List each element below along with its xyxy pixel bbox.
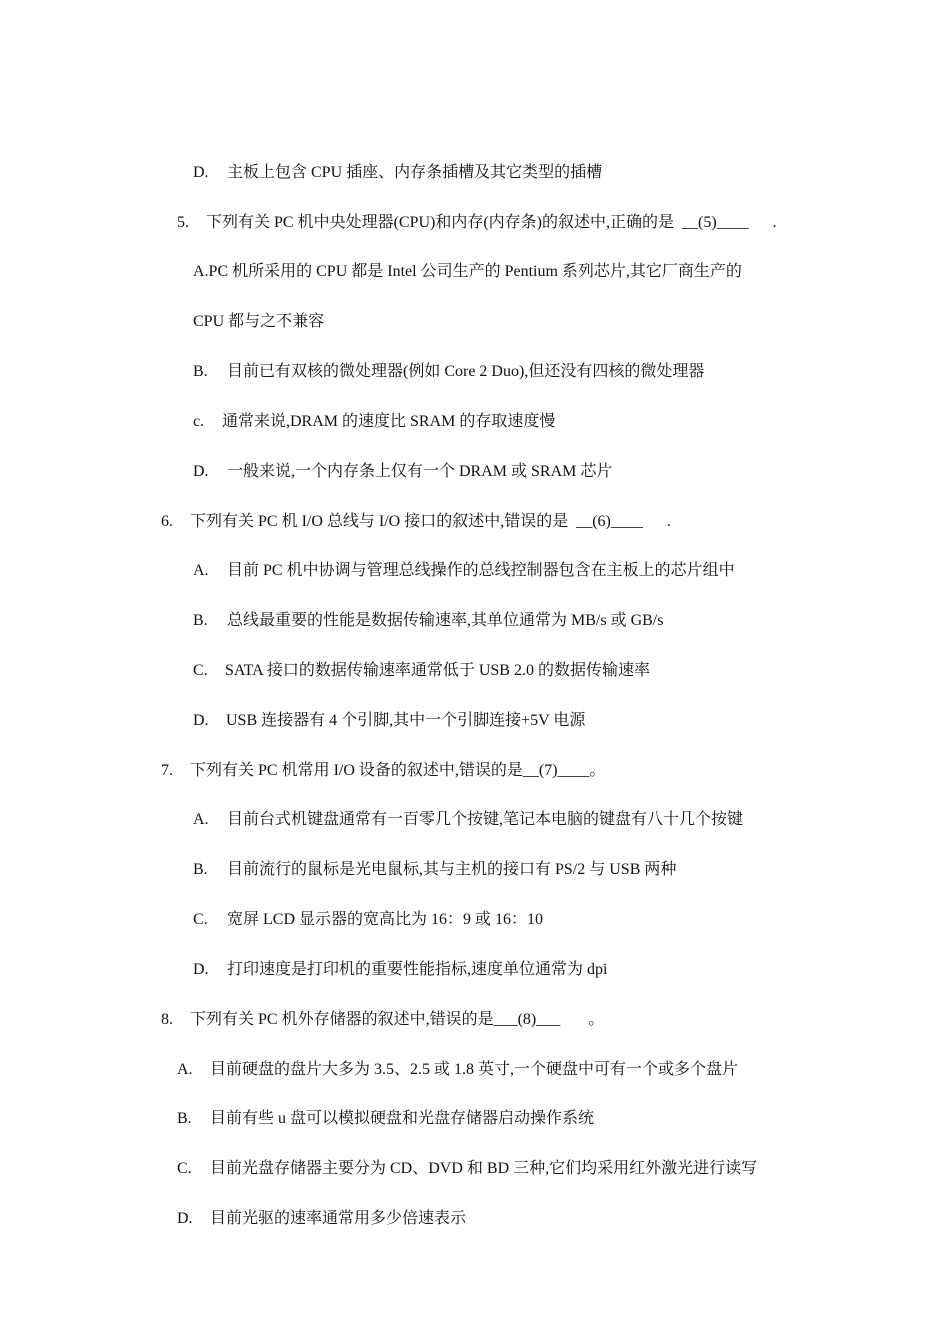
option-text: 目前光驱的速率通常用多少倍速表示 xyxy=(210,1210,467,1227)
option-label: C. xyxy=(177,1160,192,1177)
option-label: D. xyxy=(193,712,209,729)
option-text: 宽屏 LCD 显示器的宽高比为 16：9 或 16：10 xyxy=(227,911,544,928)
option-label: D. xyxy=(193,463,209,480)
option-label: C. xyxy=(193,662,208,679)
option-text: 总线最重要的性能是数据传输速率,其单位通常为 MB/s 或 GB/s xyxy=(227,612,664,629)
option-label: c. xyxy=(193,413,205,430)
question-text: 下列有关 PC 机 I/O 总线与 I/O 接口的叙述中,错误的是 __(6)____ . xyxy=(190,513,671,530)
option-label: B. xyxy=(193,861,208,878)
option-label: A. xyxy=(177,1061,193,1078)
option-label: D. xyxy=(177,1210,193,1227)
option-line xyxy=(161,1189,466,1249)
option-text: 打印速度是打印机的重要性能指标,速度单位通常为 dpi xyxy=(227,961,608,978)
option-text: 目前有些 u 盘可以模拟硬盘和光盘存储器启动操作系统 xyxy=(210,1110,595,1127)
question-text: 下列有关 PC 机常用 I/O 设备的叙述中,错误的是__(7)____。 xyxy=(190,762,606,779)
option-text: 目前 PC 机中协调与管理总线操作的总线控制器包含在主板上的芯片组中 xyxy=(227,562,735,579)
option-text: CPU 都与之不兼容 xyxy=(193,313,325,330)
option-text: 目前台式机键盘通常有一百零几个按键,笔记本电脑的键盘有八十几个按键 xyxy=(227,811,744,828)
question-text: 下列有关 PC 机中央处理器(CPU)和内存(内存条)的叙述中,正确的是 __(5)____ . xyxy=(206,214,777,231)
option-label: B. xyxy=(193,363,208,380)
question-number: 8. xyxy=(161,1011,173,1028)
option-label: D. xyxy=(193,961,209,978)
option-text: 目前光盘存储器主要分为 CD、DVD 和 BD 三种,它们均采用红外激光进行读写 xyxy=(210,1160,758,1177)
option-text: USB 连接器有 4 个引脚,其中一个引脚连接+5V 电源 xyxy=(226,712,586,729)
option-text: A.PC 机所采用的 CPU 都是 Intel 公司生产的 Pentium 系列芯片,其它厂商生产的 xyxy=(193,263,742,280)
option-text: 通常来说,DRAM 的速度比 SRAM 的存取速度慢 xyxy=(222,413,556,430)
option-label: C. xyxy=(193,911,208,928)
option-text: SATA 接口的数据传输速率通常低于 USB 2.0 的数据传输速率 xyxy=(225,662,650,679)
question-number: 7. xyxy=(161,762,173,779)
option-label: D. xyxy=(193,164,209,181)
option-text: 主板上包含 CPU 插座、内存条插槽及其它类型的插槽 xyxy=(227,164,603,181)
option-text: 目前流行的鼠标是光电鼠标,其与主机的接口有 PS/2 与 USB 两种 xyxy=(227,861,677,878)
option-label: B. xyxy=(193,612,208,629)
option-label: A. xyxy=(193,811,209,828)
option-text: 目前已有双核的微处理器(例如 Core 2 Duo),但还没有四核的微处理器 xyxy=(227,363,705,380)
option-label: A. xyxy=(193,562,209,579)
option-label: B. xyxy=(177,1110,192,1127)
question-number: 5. xyxy=(177,214,189,231)
question-text: 下列有关 PC 机外存储器的叙述中,错误的是___(8)___ 。 xyxy=(190,1011,605,1028)
question-number: 6. xyxy=(161,513,173,530)
option-text: 目前硬盘的盘片大多为 3.5、2.5 或 1.8 英寸,一个硬盘中可有一个或多个盘片 xyxy=(210,1061,739,1078)
option-text: 一般来说,一个内存条上仅有一个 DRAM 或 SRAM 芯片 xyxy=(227,463,613,480)
